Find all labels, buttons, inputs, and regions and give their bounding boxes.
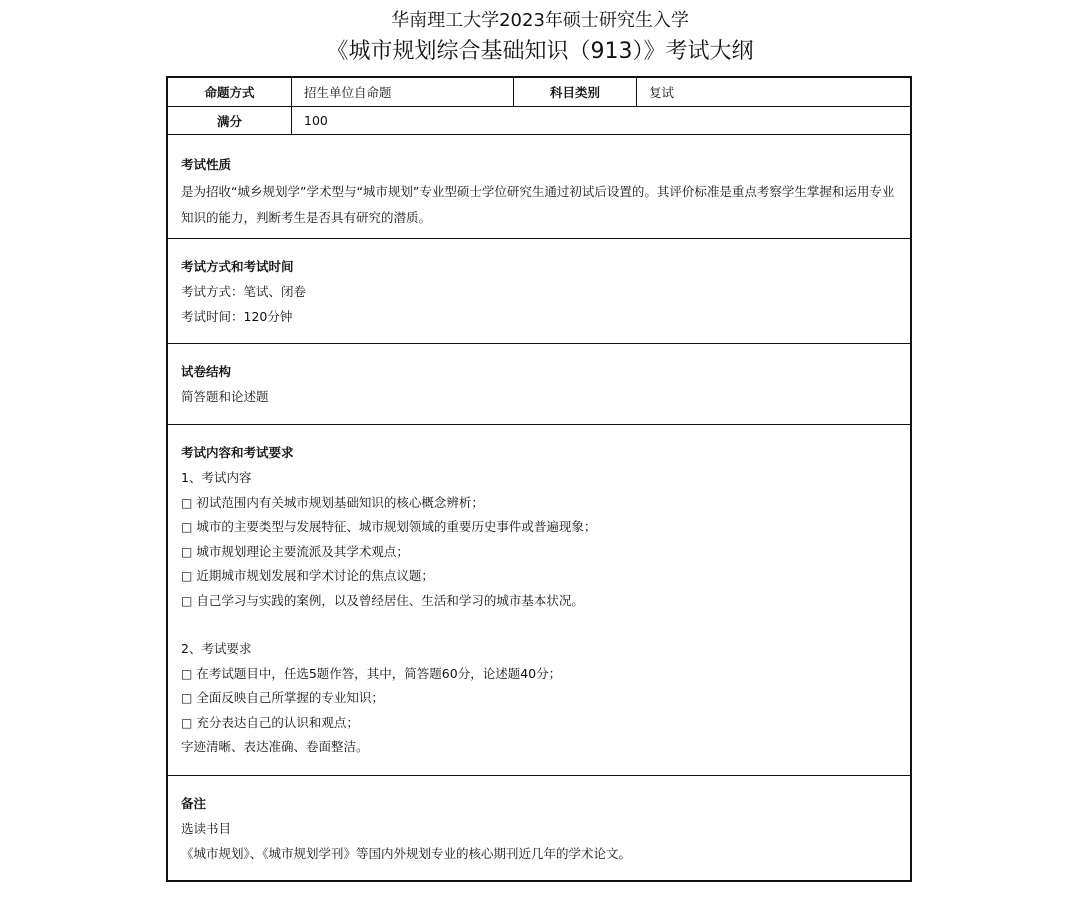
- document-title-line2: 《城市规划综合基础知识（913）》考试大纲: [326, 39, 754, 64]
- list-item: □ 城市的主要类型与发展特征、城市规划领域的重要历史事件或普遍现象；: [181, 519, 597, 534]
- section-nature-heading: 考试性质: [181, 157, 232, 172]
- exam-mode-line: 考试方式：笔试、闭卷: [181, 284, 307, 299]
- checkbox-icon: □: [181, 691, 193, 705]
- content-part1-title: 1、考试内容: [181, 470, 252, 485]
- info-row-score: [168, 107, 910, 135]
- section-method: [168, 239, 910, 344]
- list-item: □ 城市规划理论主要流派及其学术观点；: [181, 543, 409, 559]
- checkbox-icon: □: [181, 666, 193, 681]
- checkbox-icon: □: [181, 569, 193, 583]
- checkbox-icon: □: [181, 495, 193, 510]
- list-item: □ 充分表达自己的认识和观点；: [181, 714, 359, 730]
- checkbox-icon: □: [181, 544, 193, 559]
- list-item: □ 初试范围内有关城市规划基础知识的核心概念辨析；: [181, 494, 484, 510]
- checkbox-icon: □: [181, 715, 193, 730]
- mode-label: 命题方式: [168, 78, 292, 106]
- exam-time-line: 考试时间：120分钟: [181, 308, 293, 324]
- score-value: 100: [304, 113, 328, 128]
- checkbox-icon: □: [181, 593, 193, 608]
- section-content: [168, 425, 910, 776]
- section-nature-text: 是为招收“城乡规划学”学术型与“城市规划”专业型硕士学位研究生通过初试后设置的。其评价标准是重点考察学生掌握和运用专业知识的能力，判断考生是否具有研究的潜质。: [181, 184, 895, 225]
- list-item: □ 在考试题目中，任选5题作答，其中，简答题60分，论述题40分；: [181, 665, 562, 681]
- content-part2-tail: 字迹清晰、表达准确、卷面整洁。: [181, 739, 369, 754]
- list-item: □ 近期城市规划发展和学术讨论的焦点议题；: [181, 568, 434, 583]
- section-structure-heading: 试卷结构: [181, 364, 232, 379]
- content-part2-title: 2、考试要求: [181, 641, 252, 656]
- section-method-heading: 考试方式和考试时间: [181, 259, 294, 274]
- remarks-line2: 《城市规划》、《城市规划学刊》等国内外规划专业的核心期刊近几年的学术论文。: [181, 845, 632, 861]
- checkbox-icon: □: [181, 520, 193, 534]
- document-title-line1: 华南理工大学2023年硕士研究生入学: [391, 10, 689, 31]
- section-nature: [168, 135, 910, 239]
- section-structure-text: 简答题和论述题: [181, 389, 269, 404]
- section-structure: [168, 344, 910, 425]
- syllabus-table: [166, 76, 912, 882]
- category-value: 复试: [649, 85, 675, 100]
- remarks-line1: 选读书目: [181, 821, 232, 836]
- category-label: 科目类别: [514, 78, 637, 106]
- section-content-heading: 考试内容和考试要求: [181, 445, 294, 460]
- list-item: □ 全面反映自己所掌握的专业知识；: [181, 690, 384, 705]
- section-remarks: [168, 776, 910, 880]
- info-row-mode: [168, 78, 910, 107]
- list-item: □ 自己学习与实践的案例，以及曾经居住、生活和学习的城市基本状况。: [181, 592, 584, 608]
- section-remarks-heading: 备注: [181, 796, 207, 811]
- score-label: 满分: [168, 107, 292, 134]
- mode-value: 招生单位自命题: [292, 78, 514, 106]
